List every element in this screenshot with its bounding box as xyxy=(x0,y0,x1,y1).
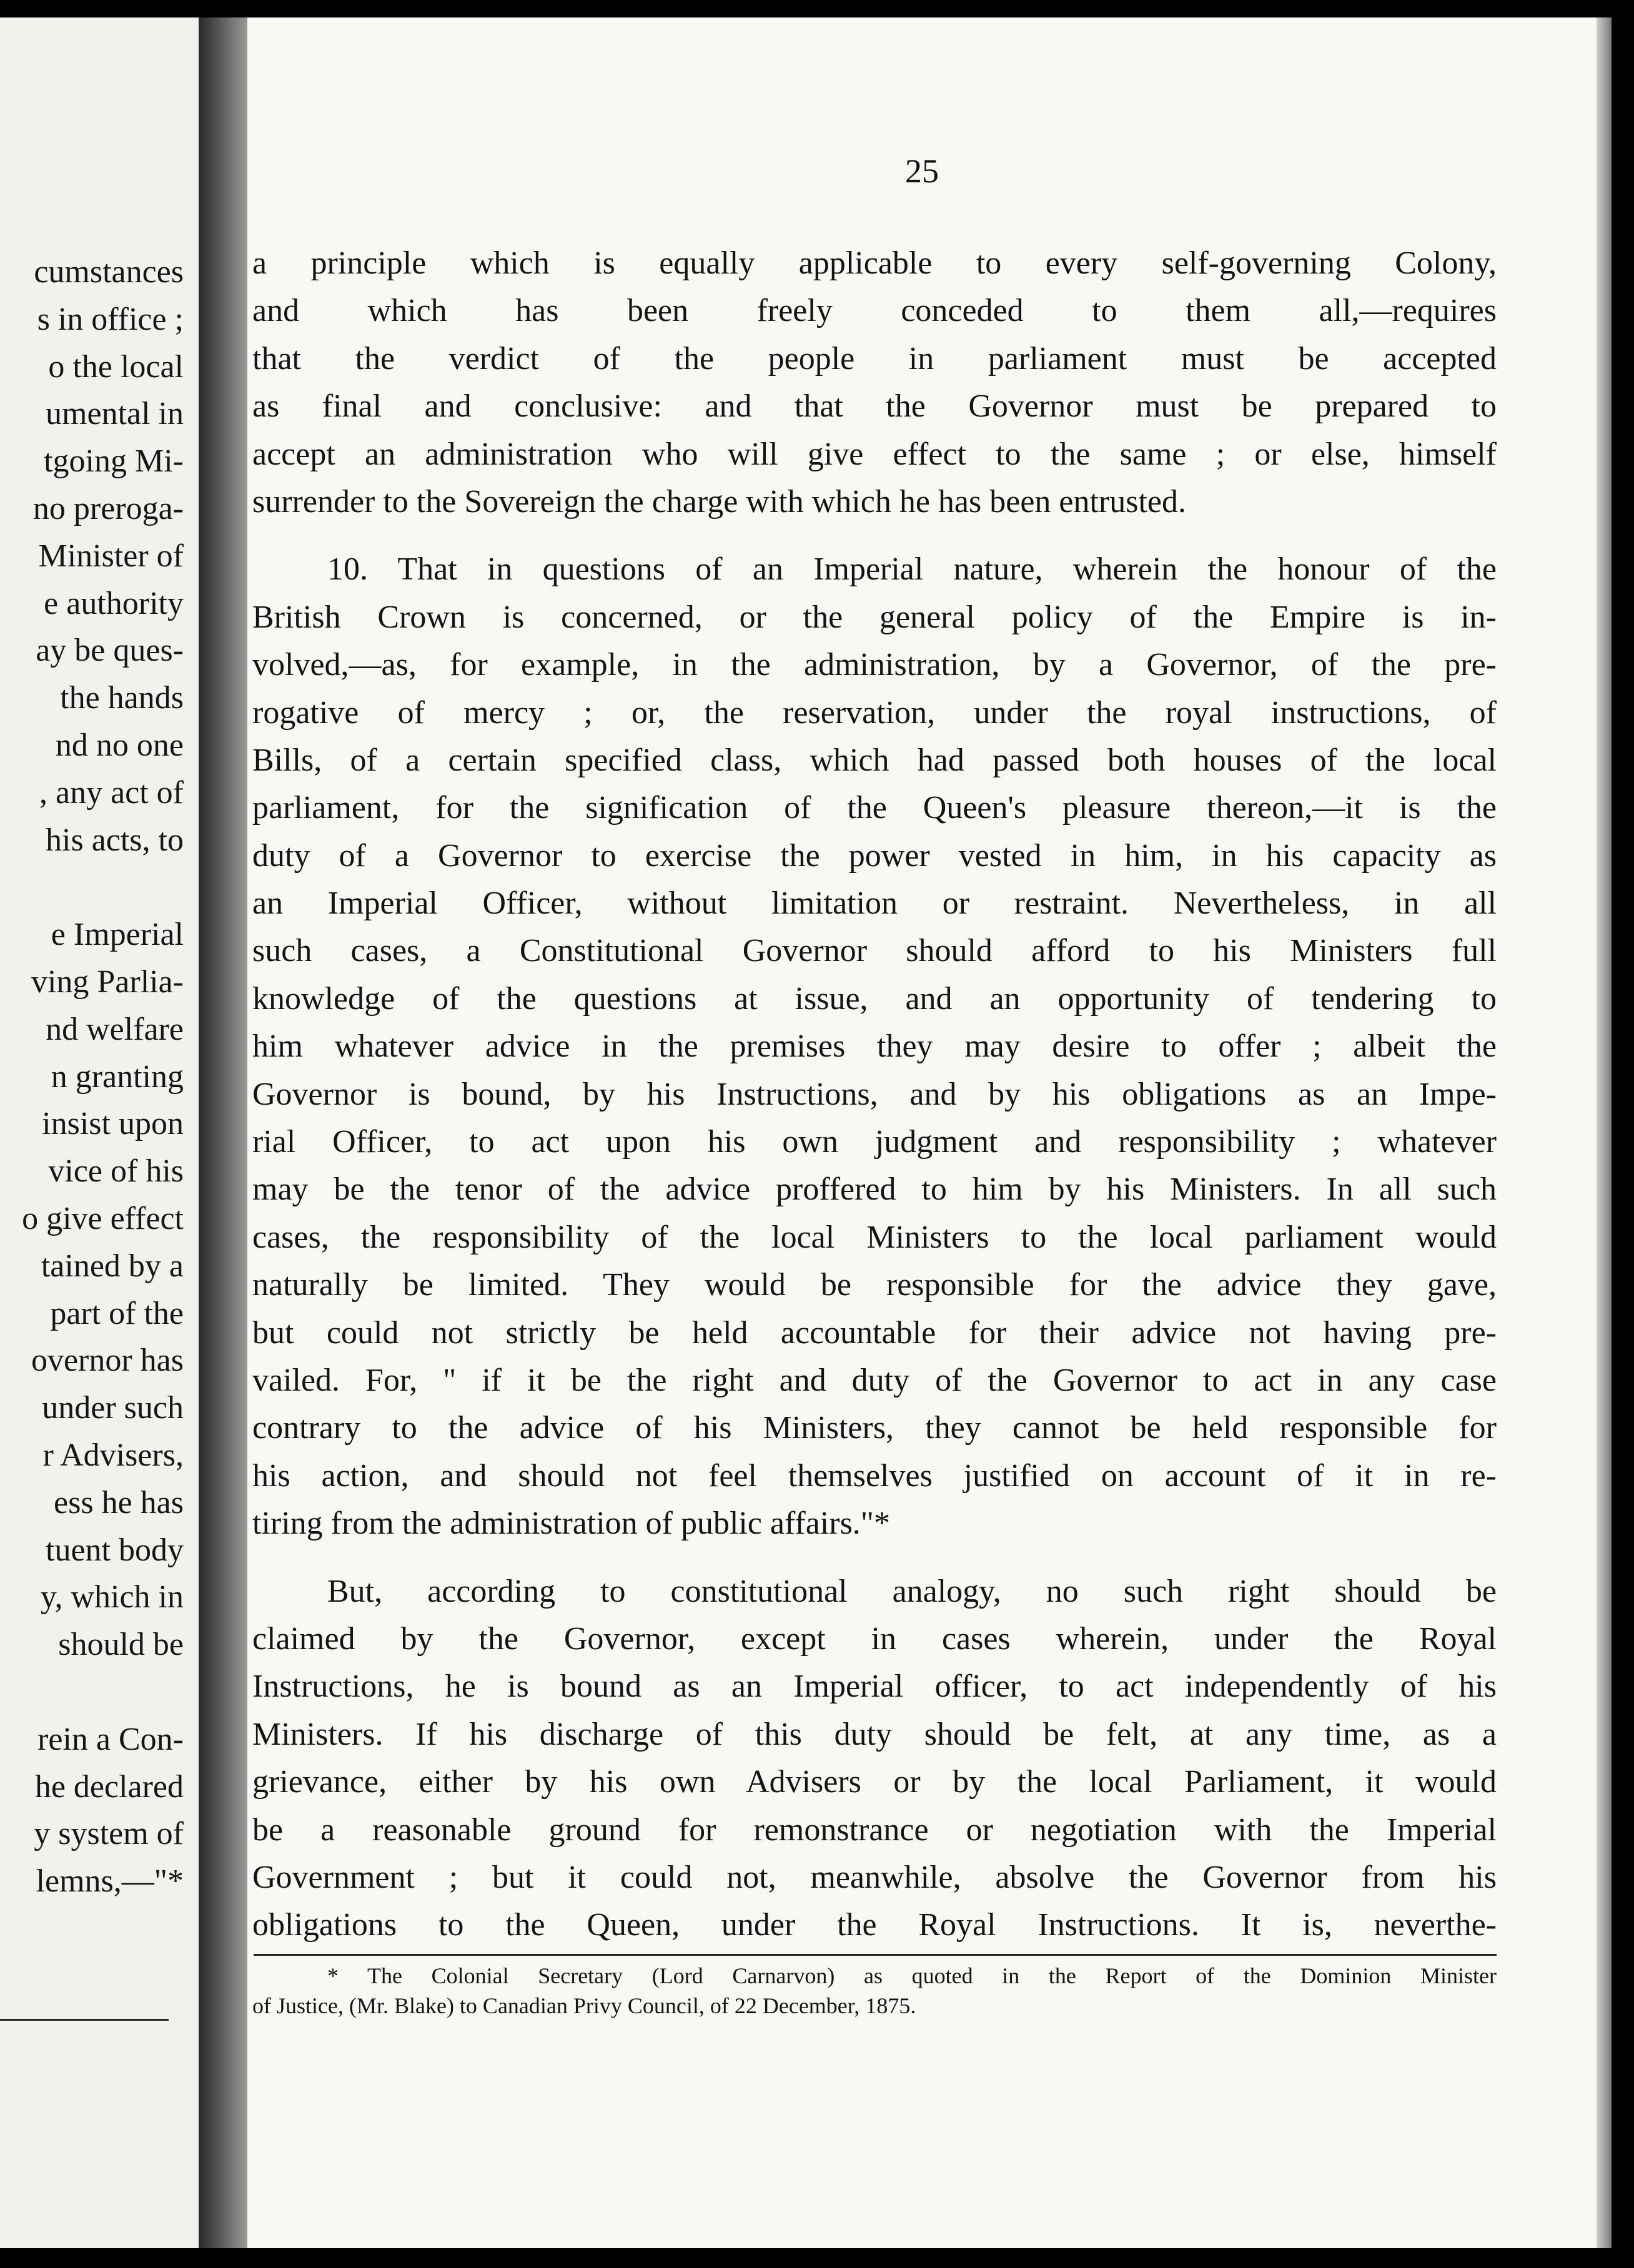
text-line: obligations to the Queen, under the Royal Instructions. It is, neverthe- xyxy=(252,1907,1497,1943)
left-text-line: o give effect xyxy=(22,1200,184,1236)
left-text-line: s in office ; xyxy=(37,301,184,337)
text-line: naturally be limited. They would be responsible for the advice they gave, xyxy=(252,1267,1497,1303)
text-line: accept an administration who will give effect to the same ; or else, himself xyxy=(252,436,1497,472)
paragraph-2 xyxy=(252,546,1497,1547)
left-text-line: cumstances xyxy=(34,254,184,290)
text-line: tiring from the administration of public affairs."* xyxy=(252,1506,891,1542)
page-edge-shadow xyxy=(1597,17,1612,2248)
right-page xyxy=(247,17,1597,2248)
text-line: knowledge of the questions at issue, and an opportunity of tendering to xyxy=(252,980,1497,1017)
left-text-line: , any act of xyxy=(39,774,184,811)
left-text-line: e Imperial xyxy=(51,917,184,953)
page-body xyxy=(252,240,1497,1950)
left-text-line: e authority xyxy=(44,585,184,621)
left-text-line: ess he has xyxy=(54,1484,184,1521)
footnote-line: * The Colonial Secretary (Lord Carnarvon) as quoted in the Report of the Dominion Minister xyxy=(327,1963,1497,1988)
book-gutter-shadow xyxy=(199,17,247,2248)
left-text-line: o the local xyxy=(48,348,184,385)
paragraph-3 xyxy=(252,1568,1497,1950)
left-text-line: should be xyxy=(58,1627,184,1663)
text-line: 10. That in questions of an Imperial nature, wherein the honour of the xyxy=(327,551,1497,588)
left-text-line: tained by a xyxy=(41,1248,184,1284)
text-line: cases, the responsibility of the local Ministers to the local parliament would xyxy=(252,1219,1497,1255)
page-number: 25 xyxy=(905,152,939,190)
text-line: parliament, for the signification of the Queen's pleasure thereon,—it is the xyxy=(252,790,1497,826)
left-text-line: he declared xyxy=(34,1768,184,1805)
text-line: be a reasonable ground for remonstrance or negotiation with the Imperial xyxy=(252,1812,1497,1848)
left-text-line xyxy=(22,1669,184,1716)
left-footnote-rule xyxy=(0,2019,169,2021)
footnote-line: of Justice, (Mr. Blake) to Canadian Privy Council, of 22 December, 1875. xyxy=(252,1993,916,2018)
left-text-line xyxy=(22,864,184,911)
text-line: Government ; but it could not, meanwhile, absolve the Governor from his xyxy=(252,1859,1497,1895)
text-line: his action, and should not feel themselves justified on account of it in re- xyxy=(252,1457,1497,1494)
text-line: surrender to the Sovereign the charge with which he has been entrusted. xyxy=(252,483,1186,520)
text-line: Instructions, he is bound as an Imperial officer, to act independently of his xyxy=(252,1669,1497,1705)
text-line: a principle which is equally applicable to every self-governing Colony, xyxy=(252,245,1497,281)
left-text-line: tgoing Mi- xyxy=(44,443,184,480)
text-line: an Imperial Officer, without limitation or restraint. Nevertheless, in all xyxy=(252,885,1497,922)
left-text-line: nd no one xyxy=(55,727,184,763)
left-text-line: n granting xyxy=(51,1058,184,1095)
text-line: vailed. For, " if it be the right and duty of the Governor to act in any case xyxy=(252,1362,1497,1398)
footnote-rule xyxy=(254,1954,1497,1956)
left-text-line: y system of xyxy=(34,1816,184,1852)
text-line: contrary to the advice of his Ministers, they cannot be held responsible for xyxy=(252,1410,1497,1446)
text-line: grievance, either by his own Advisers or by the local Parliament, it would xyxy=(252,1764,1497,1800)
left-text-line: overnor has xyxy=(31,1343,184,1379)
text-line: may be the tenor of the advice proffered to him by his Ministers. In all such xyxy=(252,1171,1497,1208)
text-line: rogative of mercy ; or, the reservation, under the royal instructions, of xyxy=(252,694,1497,731)
text-line: such cases, a Constitutional Governor should afford to his Ministers full xyxy=(252,933,1497,969)
left-text-line: ving Parlia- xyxy=(31,964,184,1000)
left-text-line: tuent body xyxy=(46,1532,184,1568)
left-text-line: Minister of xyxy=(38,538,184,574)
text-line: claimed by the Governor, except in cases wherein, under the Royal xyxy=(252,1620,1497,1657)
text-line: But, according to constitutional analogy, no such right should be xyxy=(327,1573,1497,1609)
left-text-line: his acts, to xyxy=(46,822,184,858)
text-line: as final and conclusive: and that the Governor must be prepared to xyxy=(252,388,1497,425)
left-text-line: no preroga- xyxy=(32,490,184,526)
text-line: Governor is bound, by his Instructions, and by his obligations as an Impe- xyxy=(252,1076,1497,1112)
text-line: British Crown is concerned, or the general policy of the Empire is in- xyxy=(252,599,1497,635)
paragraph-1 xyxy=(252,240,1497,526)
left-text-line: under such xyxy=(42,1390,184,1426)
text-line: but could not strictly be held accountable for their advice not having pre- xyxy=(252,1314,1497,1351)
left-text-line: vice of his xyxy=(48,1153,184,1190)
left-text-line: ay be ques- xyxy=(36,633,184,669)
left-text-line: the hands xyxy=(60,680,184,716)
text-line: and which has been freely conceded to them all,—requires xyxy=(252,293,1497,329)
left-page-fragment xyxy=(0,17,199,2248)
left-page-text xyxy=(22,249,184,1905)
left-text-line: y, which in xyxy=(40,1579,184,1615)
text-line: Bills, of a certain specified class, which had passed both houses of the local xyxy=(252,742,1497,778)
left-text-line: lemns,—"* xyxy=(36,1863,184,1900)
left-text-line: part of the xyxy=(50,1295,184,1331)
text-line: duty of a Governor to exercise the power vested in him, in his capacity as xyxy=(252,837,1497,874)
footnote xyxy=(252,1961,1497,2021)
left-text-line: insist upon xyxy=(42,1106,184,1142)
text-line: rial Officer, to act upon his own judgment and responsibility ; whatever xyxy=(252,1124,1497,1160)
text-line: him whatever advice in the premises they may desire to offer ; albeit the xyxy=(252,1028,1497,1065)
left-text-line: rein a Con- xyxy=(37,1721,184,1757)
text-line: volved,—as, for example, in the administration, by a Governor, of the pre- xyxy=(252,647,1497,683)
left-text-line: r Advisers, xyxy=(42,1437,184,1473)
text-line: that the verdict of the people in parliament must be accepted xyxy=(252,340,1497,377)
text-line: Ministers. If his discharge of this duty should be felt, at any time, as a xyxy=(252,1716,1497,1752)
left-text-line: umental in xyxy=(46,396,184,432)
left-text-line: nd welfare xyxy=(46,1011,184,1047)
